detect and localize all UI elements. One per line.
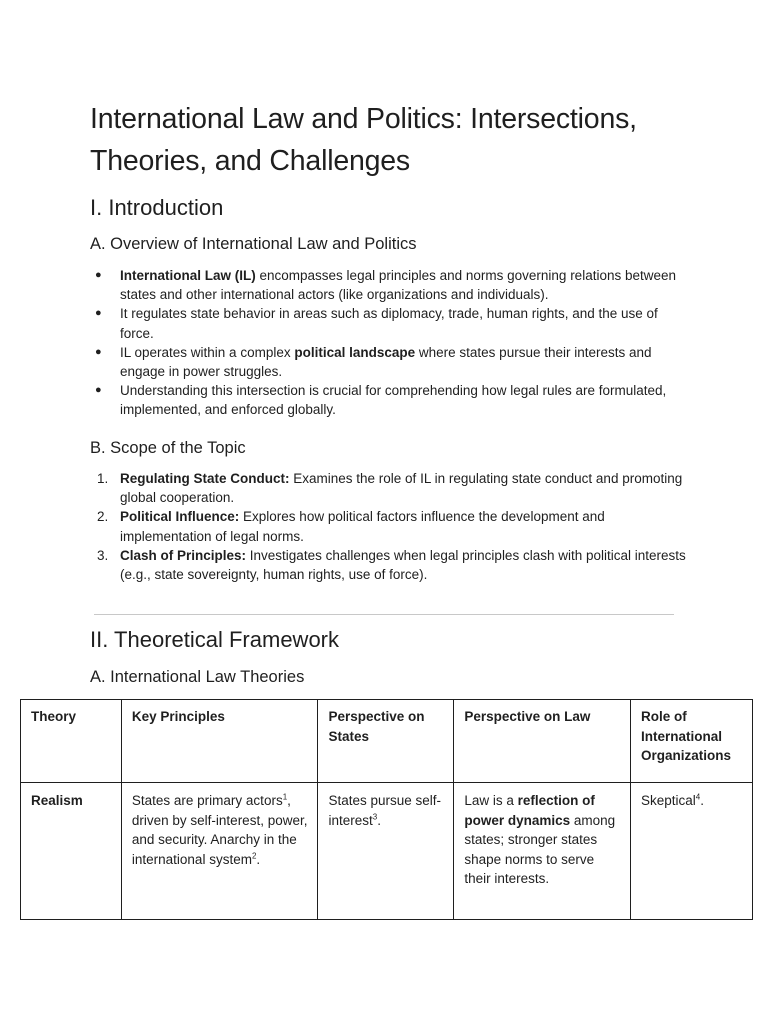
- footnote-ref[interactable]: 2: [251, 851, 257, 861]
- bullet-text: It regulates state behavior in areas such as diplomacy, trade, human rights, and the use of force.: [120, 306, 658, 341]
- bold-term: International Law (IL): [120, 268, 256, 283]
- list-item: [90, 507, 690, 545]
- section-heading-introduction: I. Introduction: [90, 195, 224, 220]
- item-text: Explores how political factors influence the development and implementation of legal norms.: [120, 509, 605, 544]
- cell-text: States pursue self-interest: [328, 793, 442, 828]
- cell-text: .: [256, 851, 261, 867]
- section-divider: [94, 614, 674, 615]
- bold-term: reflection of power dynamics: [464, 793, 595, 828]
- cell-theory: Realism: [21, 783, 122, 920]
- item-text: Investigates challenges when legal principles clash with political interests (e.g., state sovereignty, human rights, use of force).: [120, 547, 686, 583]
- cell-role-of-organizations: [631, 783, 753, 920]
- list-item: [90, 469, 690, 507]
- column-header-role-of-organizations: Role of International Organizations: [631, 700, 753, 783]
- cell-text: , driven by self-interest, power, and security. Anarchy in the international system: [131, 793, 308, 867]
- bullet-text: encompasses legal principles and norms governing relations between states and other international actors (like organizations and individuals).: [120, 268, 677, 303]
- list-item: [90, 343, 690, 381]
- bold-term: Clash of Principles:: [120, 547, 247, 563]
- bullet-marker: ●: [95, 384, 102, 397]
- cell-text: Skeptical: [641, 793, 696, 808]
- overview-bullet-list: [90, 266, 690, 420]
- cell-text: among states; stronger states shape norms to serve their interests.: [464, 812, 616, 887]
- table-header-row: [21, 700, 753, 783]
- subsection-heading-overview: A. Overview of International Law and Politics: [90, 235, 417, 253]
- footnote-ref[interactable]: 1: [282, 792, 288, 802]
- cell-text: States are primary actors: [131, 793, 283, 808]
- bullet-marker: ●: [95, 269, 102, 281]
- column-header-perspective-on-law: Perspective on Law: [454, 700, 631, 783]
- cell-text: .: [700, 793, 705, 808]
- bold-term: Regulating State Conduct:: [120, 471, 290, 486]
- bullet-marker: ●: [95, 307, 102, 320]
- bullet-marker: ●: [95, 345, 102, 358]
- footnote-ref[interactable]: 3: [372, 812, 378, 822]
- subsection-heading-theories: A. International Law Theories: [90, 668, 305, 686]
- bullet-text: Understanding this intersection is crucial for comprehending how legal rules are formulated, implemented, and enforced globally.: [120, 383, 667, 418]
- cell-text: .: [377, 812, 381, 828]
- column-header-key-principles: Key Principles: [121, 700, 318, 783]
- list-item: [90, 304, 690, 342]
- cell-perspective-on-law: [454, 783, 631, 920]
- list-number: 1.: [97, 471, 109, 486]
- cell-perspective-on-states: [318, 783, 454, 920]
- column-header-theory: Theory: [21, 700, 122, 783]
- subsection-heading-scope: B. Scope of the Topic: [90, 439, 246, 457]
- cell-key-principles: [121, 783, 318, 920]
- list-item: [90, 266, 690, 304]
- section-heading-theoretical-framework: II. Theoretical Framework: [90, 627, 340, 652]
- item-text: Examines the role of IL in regulating state conduct and promoting global cooperation.: [120, 471, 683, 506]
- bullet-text: where states pursue their interests and engage in power struggles.: [120, 344, 652, 380]
- theories-table: [20, 699, 753, 920]
- list-number: 3.: [97, 547, 109, 563]
- cell-text: Law is a: [464, 793, 518, 808]
- scope-numbered-list: [90, 469, 690, 584]
- bold-term: political landscape: [294, 344, 416, 360]
- footnote-ref[interactable]: 4: [695, 792, 701, 802]
- list-number: 2.: [97, 509, 109, 525]
- bullet-text: IL operates within a complex: [120, 344, 295, 360]
- list-item: [90, 546, 690, 584]
- document-title: International Law and Politics: Intersections, Theories, and Challenges: [90, 103, 637, 177]
- bold-term: Political Influence:: [120, 509, 240, 525]
- list-item: [90, 381, 690, 419]
- column-header-perspective-on-states: Perspective on States: [318, 700, 454, 783]
- table-row: [21, 783, 753, 920]
